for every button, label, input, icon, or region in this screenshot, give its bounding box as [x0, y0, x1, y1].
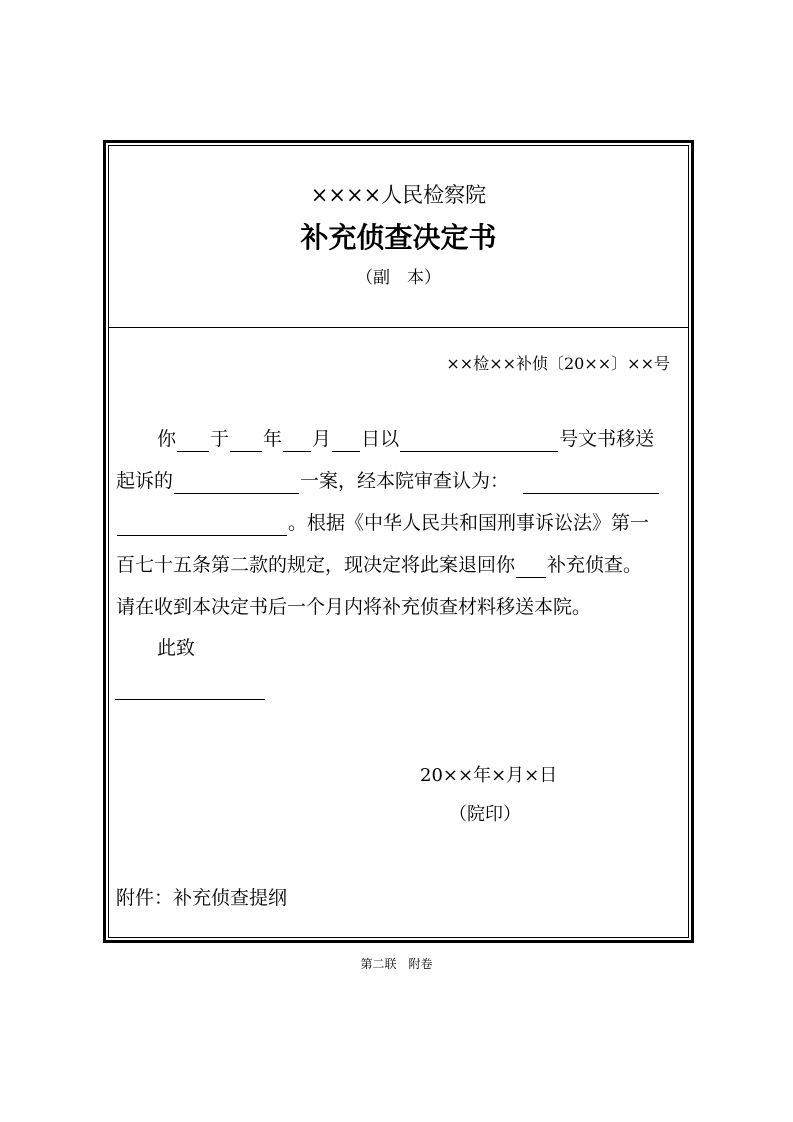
- blank-unit: [516, 557, 546, 578]
- blank-finding-cont: [117, 515, 287, 536]
- blank-case-name: [174, 473, 299, 494]
- text-law-reference: 。根据《中华人民共和国刑事诉讼法》第一: [288, 512, 650, 534]
- blank-doc-number: [400, 431, 558, 452]
- text-review: 一案，经本院审查认为：: [300, 470, 510, 492]
- text-ri-yi: 日以: [361, 428, 400, 450]
- text-prosecuted: 起诉的: [116, 470, 174, 492]
- text-transfer: 号文书移送: [559, 428, 655, 450]
- document-frame: [103, 140, 694, 943]
- document-header: [109, 146, 688, 328]
- body-line-1: [157, 426, 654, 452]
- text-nian: 年: [263, 428, 283, 450]
- salutation: 此致: [157, 637, 196, 659]
- attachment-label: 附件：补充侦查提纲: [116, 887, 288, 909]
- body-line-3: [116, 510, 649, 536]
- issue-date: 20××年×月×日: [420, 765, 558, 786]
- body-line-4: [116, 552, 642, 578]
- organization-name: ××××人民检察院: [310, 183, 487, 207]
- copy-label: （副 本）: [356, 268, 441, 288]
- page-footer: 第二联 附卷: [360, 957, 433, 971]
- blank-month: [283, 431, 311, 452]
- body-line-2: [116, 468, 660, 494]
- blank-day: [332, 431, 360, 452]
- blank-addressee: [115, 699, 265, 700]
- body-line-5: 请在收到本决定书后一个月内将补充侦查材料移送本院。: [116, 596, 592, 618]
- document-title: 补充侦查决定书: [300, 221, 497, 254]
- text-supplementary: 补充侦查。: [547, 554, 643, 576]
- seal-label: （院印）: [449, 804, 521, 825]
- document-inner-border: [108, 145, 689, 938]
- blank-recipient: [177, 431, 209, 452]
- text-ni: 你: [157, 428, 177, 450]
- text-yu: 于: [210, 428, 230, 450]
- text-article: 百七十五条第二款的规定，现决定将此案退回你: [116, 554, 516, 576]
- text-yue: 月: [312, 428, 332, 450]
- blank-finding: [523, 473, 659, 494]
- document-number: ××检××补侦〔20××〕××号: [446, 354, 670, 373]
- blank-year: [230, 431, 262, 452]
